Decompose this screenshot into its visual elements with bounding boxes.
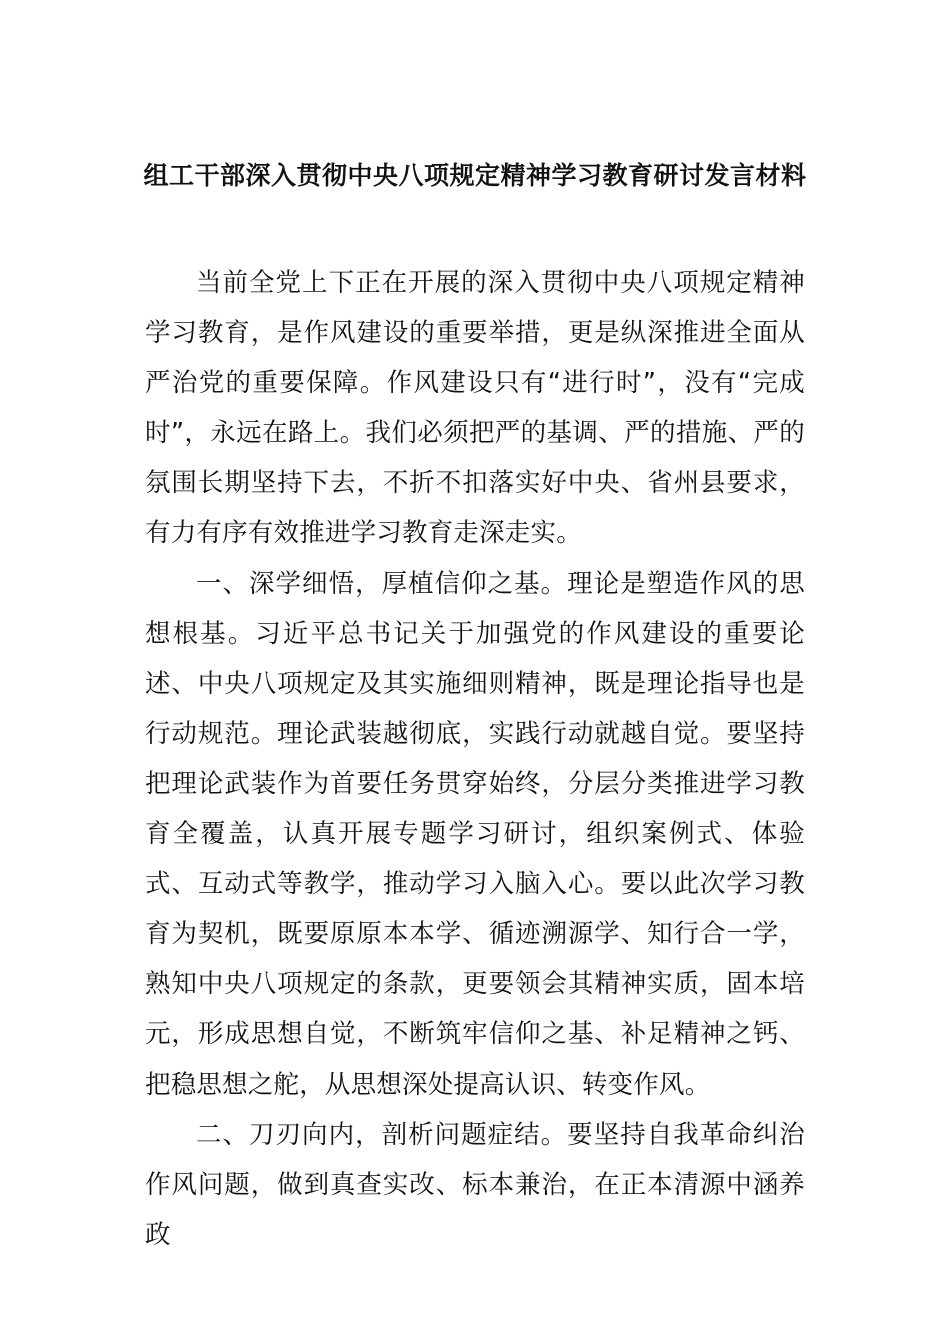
paragraph-section-two: 二、刀刃向内，剖析问题症结。要坚持自我革命纠治作风问题，做到真查实改、标本兼治，在正本清源中涵养政	[145, 1119, 805, 1250]
document-body	[145, 258, 805, 1260]
document-title: 组工干部深入贯彻中央八项规定精神学习教育研讨发言材料	[143, 161, 807, 190]
paragraph-intro: 当前全党上下正在开展的深入贯彻中央八项规定精神学习教育，是作风建设的重要举措，更是纵深推进全面从严治党的重要保障。作风建设只有“进行时”，没有“完成时”，永远在路上。我们必须把严的基调、严的措施、严的氛围长期坚持下去，不折不扣落实好中央、省州县要求，有力有序有效推进学习教育走深走实。	[145, 268, 805, 549]
paragraph-section-one: 一、深学细悟，厚植信仰之基。理论是塑造作风的思想根基。习近平总书记关于加强党的作风建设的重要论述、中央八项规定及其实施细则精神，既是理论指导也是行动规范。理论武装越彻底，实践行动就越自觉。要坚持把理论武装作为首要任务贯穿始终，分层分类推进学习教育全覆盖，认真开展专题学习研讨，组织案例式、体验式、互动式等教学，推动学习入脑入心。要以此次学习教育为契机，既要原原本本学、循迹溯源学、知行合一学，熟知中央八项规定的条款，更要领会其精神实质，固本培元，形成思想自觉，不断筑牢信仰之基、补足精神之钙、把稳思想之舵，从思想深处提高认识、转变作风。	[145, 568, 805, 1100]
